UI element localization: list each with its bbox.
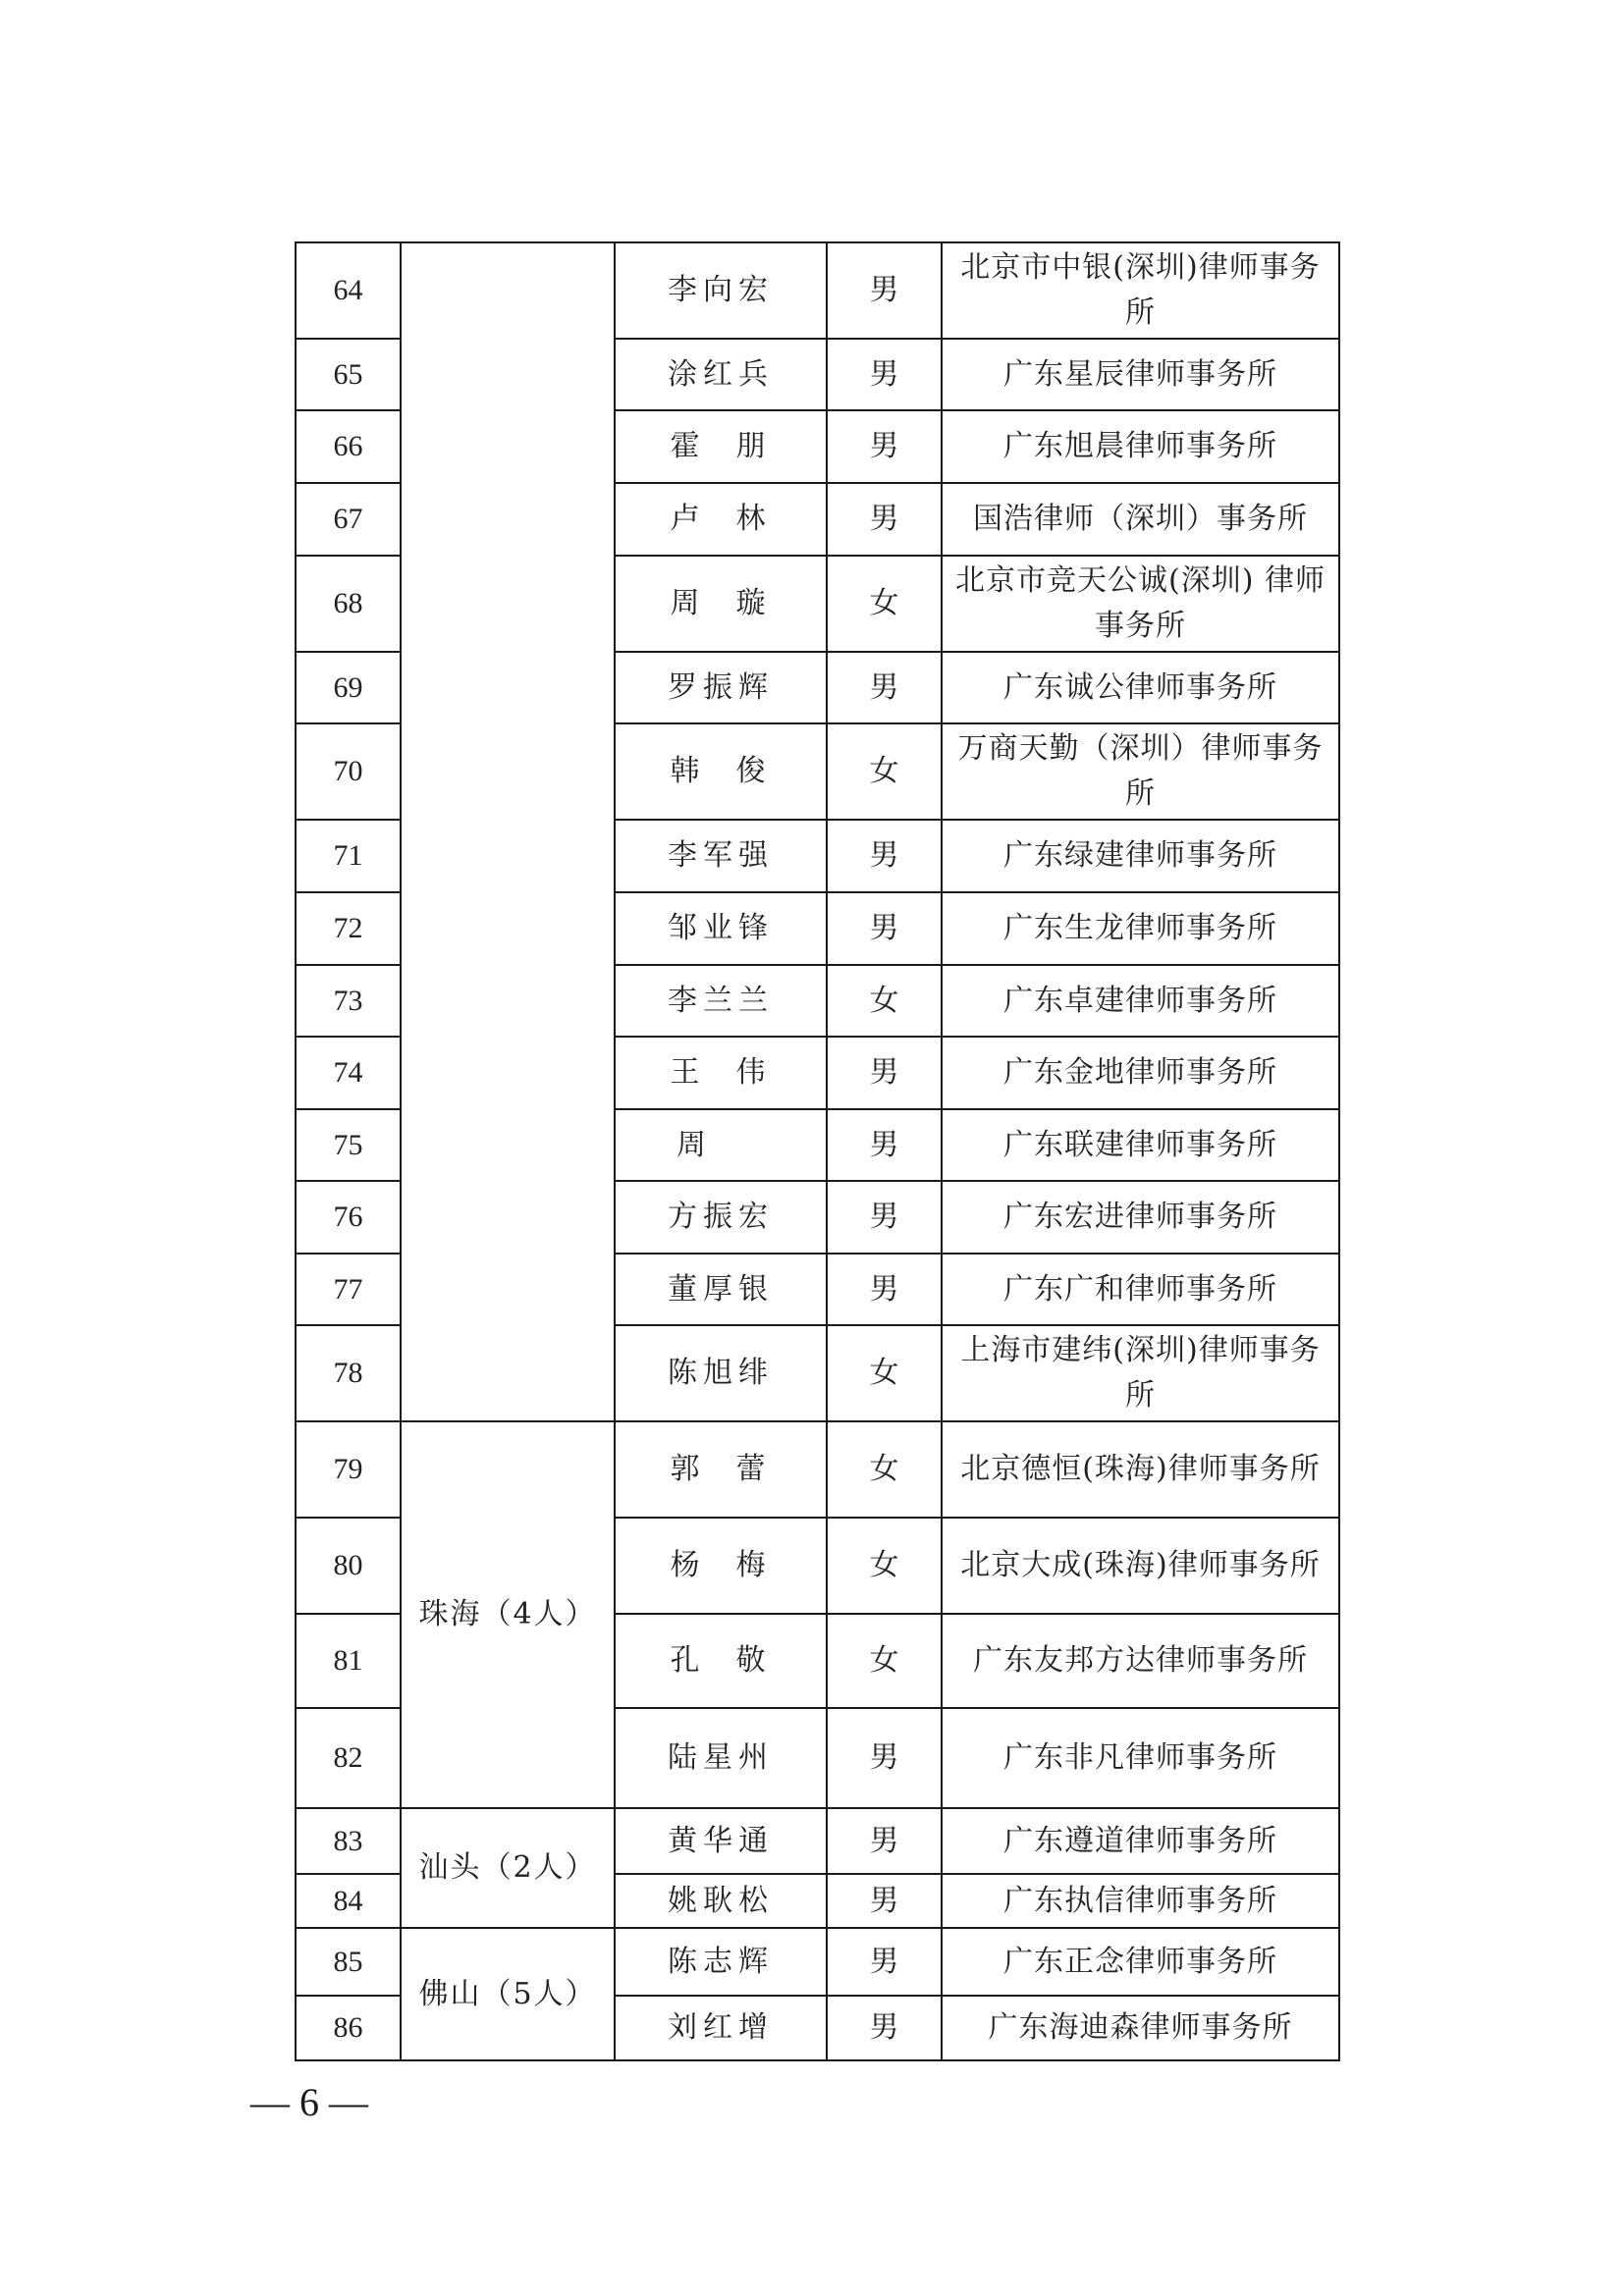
gender: 男 xyxy=(827,483,942,556)
gender: 男 xyxy=(827,1874,942,1928)
gender: 男 xyxy=(827,1109,942,1181)
lawyer-name: 李向宏 xyxy=(615,242,827,339)
row-number: 80 xyxy=(296,1518,401,1614)
law-firm: 广东广和律师事务所 xyxy=(942,1254,1339,1325)
row-number: 65 xyxy=(296,339,401,410)
lawyer-name: 霍 朋 xyxy=(615,410,827,483)
gender: 女 xyxy=(827,1614,942,1708)
lawyer-name: 李兰兰 xyxy=(615,965,827,1037)
region-cell-foshan: 佛山（5人） xyxy=(401,1928,615,2060)
table-row xyxy=(296,1421,1339,1518)
law-firm: 广东旭晨律师事务所 xyxy=(942,410,1339,483)
lawyer-name: 罗振辉 xyxy=(615,652,827,723)
law-firm: 广东绿建律师事务所 xyxy=(942,820,1339,892)
lawyer-list-table xyxy=(295,241,1340,2061)
table-row xyxy=(296,1928,1339,1996)
row-number: 71 xyxy=(296,820,401,892)
row-number: 83 xyxy=(296,1808,401,1874)
gender: 女 xyxy=(827,965,942,1037)
law-firm: 广东遵道律师事务所 xyxy=(942,1808,1339,1874)
row-number: 76 xyxy=(296,1181,401,1254)
gender: 男 xyxy=(827,1996,942,2060)
law-firm: 广东星辰律师事务所 xyxy=(942,339,1339,410)
lawyer-name: 韩 俊 xyxy=(615,723,827,820)
row-number: 85 xyxy=(296,1928,401,1996)
table-row xyxy=(296,242,1339,339)
gender: 男 xyxy=(827,339,942,410)
lawyer-name: 陈志辉 xyxy=(615,1928,827,1996)
gender: 男 xyxy=(827,1808,942,1874)
gender: 男 xyxy=(827,1708,942,1808)
gender: 女 xyxy=(827,723,942,820)
law-firm: 广东非凡律师事务所 xyxy=(942,1708,1339,1808)
lawyer-name: 陆星州 xyxy=(615,1708,827,1808)
region-cell-shantou: 汕头（2人） xyxy=(401,1808,615,1928)
row-number: 81 xyxy=(296,1614,401,1708)
lawyer-name: 董厚银 xyxy=(615,1254,827,1325)
gender: 女 xyxy=(827,1518,942,1614)
gender: 男 xyxy=(827,242,942,339)
gender: 男 xyxy=(827,652,942,723)
lawyer-name: 涂红兵 xyxy=(615,339,827,410)
law-firm: 广东宏进律师事务所 xyxy=(942,1181,1339,1254)
law-firm: 广东海迪森律师事务所 xyxy=(942,1996,1339,2060)
law-firm: 广东执信律师事务所 xyxy=(942,1874,1339,1928)
row-number: 75 xyxy=(296,1109,401,1181)
row-number: 69 xyxy=(296,652,401,723)
lawyer-name: 方振宏 xyxy=(615,1181,827,1254)
table-row xyxy=(296,1808,1339,1874)
lawyer-name: 郭 蕾 xyxy=(615,1421,827,1518)
row-number: 74 xyxy=(296,1037,401,1109)
law-firm: 广东金地律师事务所 xyxy=(942,1037,1339,1109)
lawyer-name: 周 xyxy=(615,1109,827,1181)
gender: 女 xyxy=(827,556,942,652)
gender: 女 xyxy=(827,1421,942,1518)
lawyer-name: 卢 林 xyxy=(615,483,827,556)
law-firm: 广东诚公律师事务所 xyxy=(942,652,1339,723)
law-firm: 广东生龙律师事务所 xyxy=(942,892,1339,965)
row-number: 66 xyxy=(296,410,401,483)
lawyer-name: 陈旭绯 xyxy=(615,1325,827,1421)
lawyer-name: 王 伟 xyxy=(615,1037,827,1109)
lawyer-name: 刘红增 xyxy=(615,1996,827,2060)
law-firm: 广东联建律师事务所 xyxy=(942,1109,1339,1181)
row-number: 84 xyxy=(296,1874,401,1928)
row-number: 78 xyxy=(296,1325,401,1421)
lawyer-name: 黄华通 xyxy=(615,1808,827,1874)
row-number: 86 xyxy=(296,1996,401,2060)
row-number: 72 xyxy=(296,892,401,965)
region-cell-shenzhen xyxy=(401,242,615,1421)
law-firm: 国浩律师（深圳）事务所 xyxy=(942,483,1339,556)
page-number: — 6 — xyxy=(250,2080,368,2124)
lawyer-name: 周 璇 xyxy=(615,556,827,652)
law-firm: 北京市竞天公诚(深圳) 律师事务所 xyxy=(942,556,1339,652)
law-firm: 北京大成(珠海)律师事务所 xyxy=(942,1518,1339,1614)
row-number: 68 xyxy=(296,556,401,652)
law-firm: 北京市中银(深圳)律师事务所 xyxy=(942,242,1339,339)
row-number: 70 xyxy=(296,723,401,820)
row-number: 64 xyxy=(296,242,401,339)
lawyer-name: 杨 梅 xyxy=(615,1518,827,1614)
row-number: 73 xyxy=(296,965,401,1037)
gender: 男 xyxy=(827,1928,942,1996)
region-cell-zhuhai: 珠海（4人） xyxy=(401,1421,615,1808)
gender: 男 xyxy=(827,892,942,965)
law-firm: 上海市建纬(深圳)律师事务所 xyxy=(942,1325,1339,1421)
law-firm: 万商天勤（深圳）律师事务所 xyxy=(942,723,1339,820)
gender: 男 xyxy=(827,1181,942,1254)
gender: 男 xyxy=(827,1254,942,1325)
law-firm: 广东正念律师事务所 xyxy=(942,1928,1339,1996)
gender: 男 xyxy=(827,410,942,483)
gender: 男 xyxy=(827,820,942,892)
lawyer-name: 姚耿松 xyxy=(615,1874,827,1928)
lawyer-name: 李军强 xyxy=(615,820,827,892)
row-number: 67 xyxy=(296,483,401,556)
law-firm: 广东卓建律师事务所 xyxy=(942,965,1339,1037)
row-number: 77 xyxy=(296,1254,401,1325)
law-firm: 广东友邦方达律师事务所 xyxy=(942,1614,1339,1708)
lawyer-name: 孔 敬 xyxy=(615,1614,827,1708)
row-number: 79 xyxy=(296,1421,401,1518)
gender: 女 xyxy=(827,1325,942,1421)
row-number: 82 xyxy=(296,1708,401,1808)
lawyer-name: 邹业锋 xyxy=(615,892,827,965)
law-firm: 北京德恒(珠海)律师事务所 xyxy=(942,1421,1339,1518)
gender: 男 xyxy=(827,1037,942,1109)
